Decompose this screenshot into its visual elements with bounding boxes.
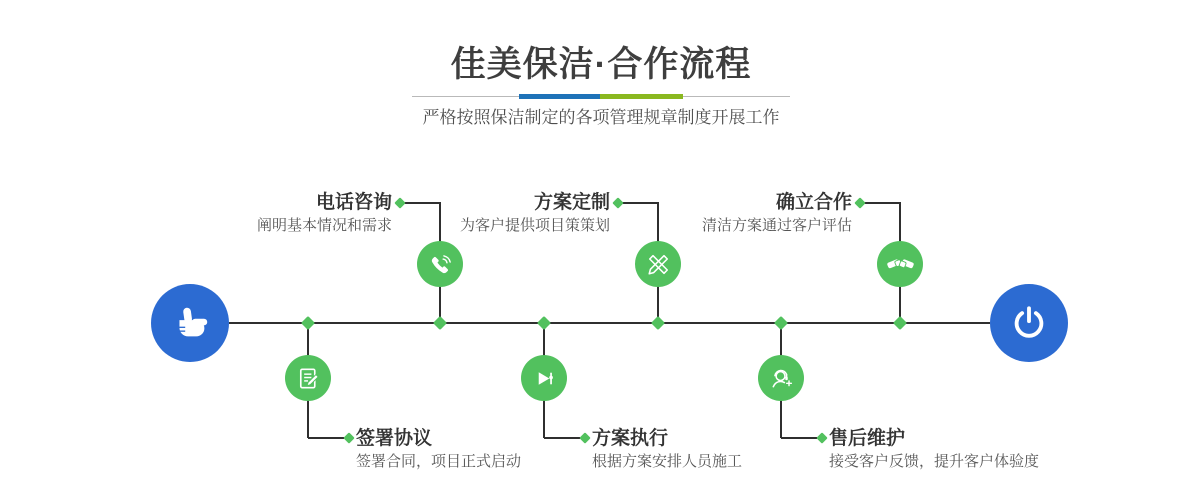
step-circle [417, 241, 463, 287]
step-desc: 为客户提供项目策策划 [459, 217, 610, 234]
timeline-node-diamond [301, 316, 315, 330]
connector-hline [781, 437, 817, 439]
step-label: 确立合作 [775, 192, 852, 213]
timeline-node-diamond [537, 316, 551, 330]
label-diamond [343, 432, 354, 443]
divider-gray-right [683, 96, 790, 97]
step-desc: 签署合同，项目正式启动 [356, 453, 522, 470]
timeline-node-diamond [651, 316, 665, 330]
power-icon [1007, 301, 1051, 345]
step-text [592, 428, 742, 471]
step-label: 方案定制 [533, 192, 610, 213]
step-label: 方案执行 [592, 428, 669, 449]
timeline-node-diamond [774, 316, 788, 330]
customer-service-add-icon [768, 365, 795, 392]
phone-icon [427, 251, 454, 278]
label-diamond [579, 432, 590, 443]
connector-hline [308, 437, 344, 439]
timeline-line [229, 322, 990, 324]
handshake-icon [886, 250, 915, 279]
step-label: 售后维护 [829, 428, 906, 449]
connector-hline [864, 202, 900, 204]
step-circle [758, 355, 804, 401]
step-text [829, 428, 1039, 471]
page-subtitle: 严格按照保洁制定的各项管理规章制度开展工作 [422, 108, 780, 127]
label-diamond [854, 197, 865, 208]
divider-green-segment [600, 94, 683, 99]
step-circle [635, 241, 681, 287]
label-diamond [612, 197, 623, 208]
step-desc: 根据方案安排人员施工 [592, 453, 743, 470]
play-icon [531, 365, 558, 392]
step-label: 电话咨询 [315, 192, 392, 213]
label-diamond [394, 197, 405, 208]
step-circle [285, 355, 331, 401]
step-desc: 接受客户反馈，提升客户体验度 [829, 453, 1040, 470]
flow-end-node [990, 284, 1068, 362]
step-text [257, 192, 392, 235]
connector-hline [544, 437, 580, 439]
step-circle [521, 355, 567, 401]
label-diamond [816, 432, 827, 443]
step-text [702, 192, 852, 235]
pencil-ruler-icon [645, 251, 672, 278]
step-desc: 清洁方案通过客户评估 [701, 217, 852, 234]
step-text [460, 192, 610, 235]
connector-hline [404, 202, 440, 204]
divider-blue-segment [519, 94, 600, 99]
step-circle [877, 241, 923, 287]
step-label: 签署协议 [356, 428, 433, 449]
step-desc: 阐明基本情况和需求 [256, 217, 392, 234]
timeline-node-diamond [433, 316, 447, 330]
pointing-hand-icon [167, 300, 213, 346]
connector-hline [622, 202, 658, 204]
page-title: 佳美保洁·合作流程 [450, 45, 752, 84]
divider-gray-left [412, 96, 519, 97]
flow-start-node [151, 284, 229, 362]
title-divider [412, 94, 790, 99]
timeline-node-diamond [893, 316, 907, 330]
contract-sign-icon [295, 365, 322, 392]
step-text [356, 428, 521, 471]
